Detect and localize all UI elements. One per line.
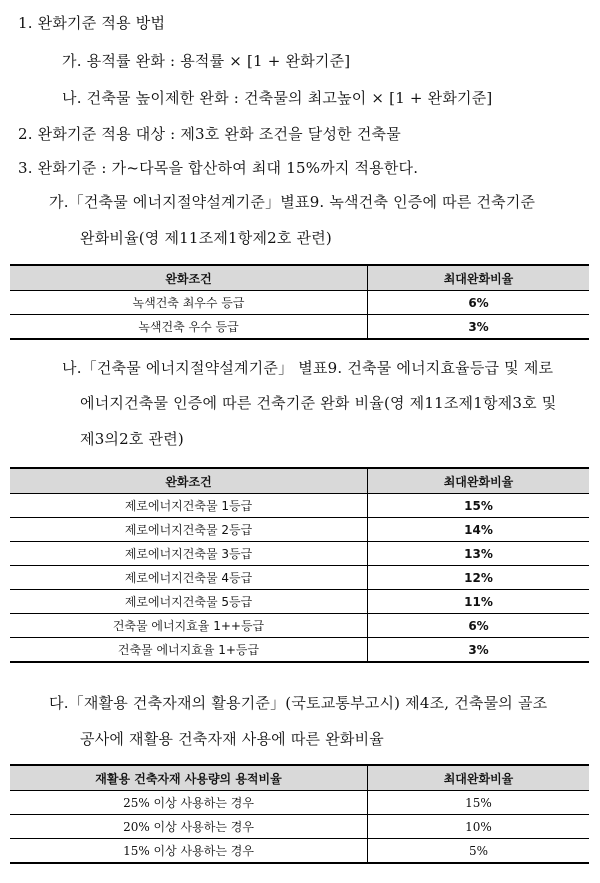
condition-cell: 20% 이상 사용하는 경우 xyxy=(10,815,368,839)
condition-cell: 제로에너지건축물 5등급 xyxy=(10,590,368,614)
item-da-line-1: 다.「재활용 건축자재의 활용기준」(국토교통부고시) 제4조, 건축물의 골조 xyxy=(49,694,548,712)
table-row xyxy=(10,566,589,590)
green-building-table xyxy=(10,264,589,340)
zero-energy-table xyxy=(10,467,589,663)
table-row xyxy=(10,614,589,638)
item-da-line-2: 공사에 재활용 건축자재 사용에 따른 완화비율 xyxy=(80,730,384,748)
ratio-cell: 15% xyxy=(368,791,590,815)
table-row xyxy=(10,638,589,663)
table-row xyxy=(10,315,589,340)
table-header-row xyxy=(10,468,589,494)
section-1-item-ga: 가. 용적률 완화 : 용적률 × [1 + 완화기준] xyxy=(62,52,351,70)
ratio-cell: 14% xyxy=(368,518,590,542)
ratio-cell: 13% xyxy=(368,542,590,566)
table-row xyxy=(10,291,589,315)
column-header: 최대완화비율 xyxy=(368,468,590,494)
condition-cell: 제로에너지건축물 2등급 xyxy=(10,518,368,542)
condition-cell: 제로에너지건축물 1등급 xyxy=(10,494,368,518)
condition-cell: 제로에너지건축물 3등급 xyxy=(10,542,368,566)
column-header: 최대완화비율 xyxy=(368,265,590,291)
section-1-item-na: 나. 건축물 높이제한 완화 : 건축물의 최고높이 × [1 + 완화기준] xyxy=(62,89,493,107)
item-ga-line-1: 가.「건축물 에너지절약설계기준」별표9. 녹색건축 인증에 따른 건축기준 xyxy=(49,193,536,211)
condition-cell: 제로에너지건축물 4등급 xyxy=(10,566,368,590)
condition-cell: 15% 이상 사용하는 경우 xyxy=(10,839,368,864)
item-na-line-2: 에너지건축물 인증에 따른 건축기준 완화 비율(영 제11조제1항제3호 및 xyxy=(80,394,557,412)
table-row xyxy=(10,542,589,566)
ratio-cell: 3% xyxy=(368,638,590,663)
condition-cell: 건축물 에너지효율 1+등급 xyxy=(10,638,368,663)
section-2-heading: 2. 완화기준 적용 대상 : 제3호 완화 조건을 달성한 건축물 xyxy=(18,125,401,143)
ratio-cell: 12% xyxy=(368,566,590,590)
condition-cell: 녹색건축 우수 등급 xyxy=(10,315,368,340)
ratio-cell: 6% xyxy=(368,291,590,315)
recycled-material-table xyxy=(10,764,589,864)
table-row xyxy=(10,494,589,518)
table-row xyxy=(10,791,589,815)
column-header: 재활용 건축자재 사용량의 용적비율 xyxy=(10,765,368,791)
table-row xyxy=(10,815,589,839)
table-row xyxy=(10,518,589,542)
table-row xyxy=(10,590,589,614)
table-header-row xyxy=(10,765,589,791)
column-header: 최대완화비율 xyxy=(368,765,590,791)
condition-cell: 25% 이상 사용하는 경우 xyxy=(10,791,368,815)
ratio-cell: 3% xyxy=(368,315,590,340)
ratio-cell: 5% xyxy=(368,839,590,864)
section-1-heading: 1. 완화기준 적용 방법 xyxy=(18,14,166,32)
ratio-cell: 15% xyxy=(368,494,590,518)
item-na-line-1: 나.「건축물 에너지절약설계기준」 별표9. 건축물 에너지효율등급 및 제로 xyxy=(62,359,554,377)
condition-cell: 녹색건축 최우수 등급 xyxy=(10,291,368,315)
item-ga-line-2: 완화비율(영 제11조제1항제2호 관련) xyxy=(80,229,332,247)
item-na-line-3: 제3의2호 관련) xyxy=(80,430,184,448)
ratio-cell: 6% xyxy=(368,614,590,638)
ratio-cell: 11% xyxy=(368,590,590,614)
section-3-heading: 3. 완화기준 : 가~다목을 합산하여 최대 15%까지 적용한다. xyxy=(18,159,419,177)
condition-cell: 건축물 에너지효율 1++등급 xyxy=(10,614,368,638)
table-header-row xyxy=(10,265,589,291)
column-header: 완화조건 xyxy=(10,265,368,291)
ratio-cell: 10% xyxy=(368,815,590,839)
table-row xyxy=(10,839,589,864)
column-header: 완화조건 xyxy=(10,468,368,494)
